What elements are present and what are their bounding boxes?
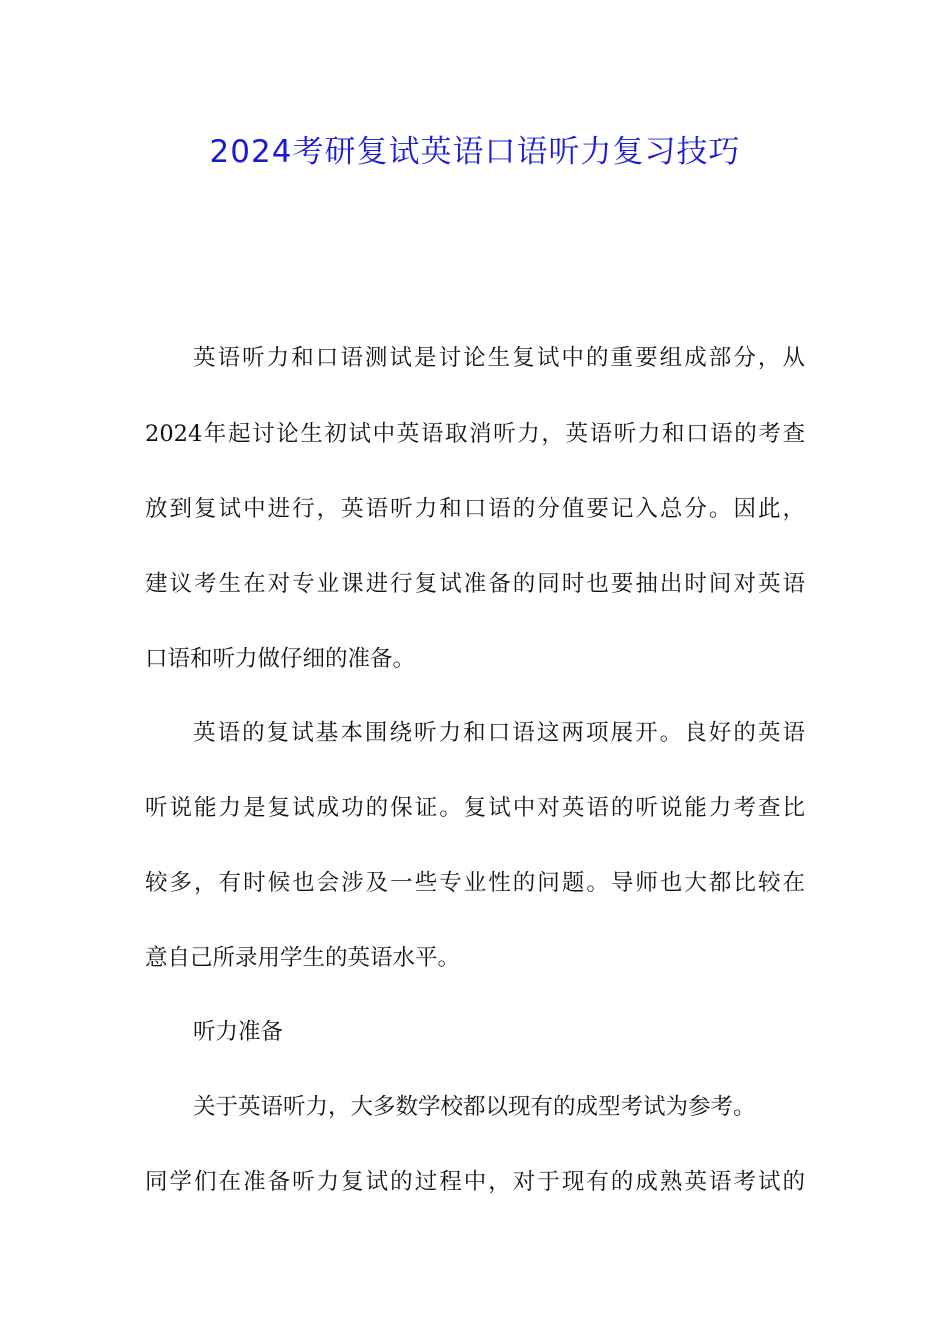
paragraph-1-line-2: 2024年起讨论生初试中英语取消听力，英语听力和口语的考查 (145, 421, 805, 447)
paragraph-2-line-4: 意自己所录用学生的英语水平。 (145, 945, 461, 971)
paragraph-1-line-3: 放到复试中进行，英语听力和口语的分值要记入总分。因此， (145, 496, 805, 522)
paragraph-2-line-2: 听说能力是复试成功的保证。复试中对英语的听说能力考查比 (145, 795, 805, 821)
section-heading: 听力准备 (193, 1019, 284, 1045)
paragraph-3-line-2: 同学们在准备听力复试的过程中，对于现有的成熟英语考试的 (145, 1169, 805, 1195)
paragraph-1-line-5: 口语和听力做仔细的准备。 (145, 646, 416, 672)
document-title: 2024考研复试英语口语听力复习技巧 (209, 134, 741, 170)
paragraph-3-line-1: 关于英语听力，大多数学校都以现有的成型考试为参考。 (193, 1094, 756, 1120)
paragraph-2-line-3: 较多，有时候也会涉及一些专业性的问题。导师也大都比较在 (145, 870, 805, 896)
paragraph-1-line-1: 英语听力和口语测试是讨论生复试中的重要组成部分，从 (193, 345, 805, 371)
paragraph-2-line-1: 英语的复试基本围绕听力和口语这两项展开。良好的英语 (193, 720, 805, 746)
paragraph-1-line-4: 建议考生在对专业课进行复试准备的同时也要抽出时间对英语 (145, 571, 805, 597)
